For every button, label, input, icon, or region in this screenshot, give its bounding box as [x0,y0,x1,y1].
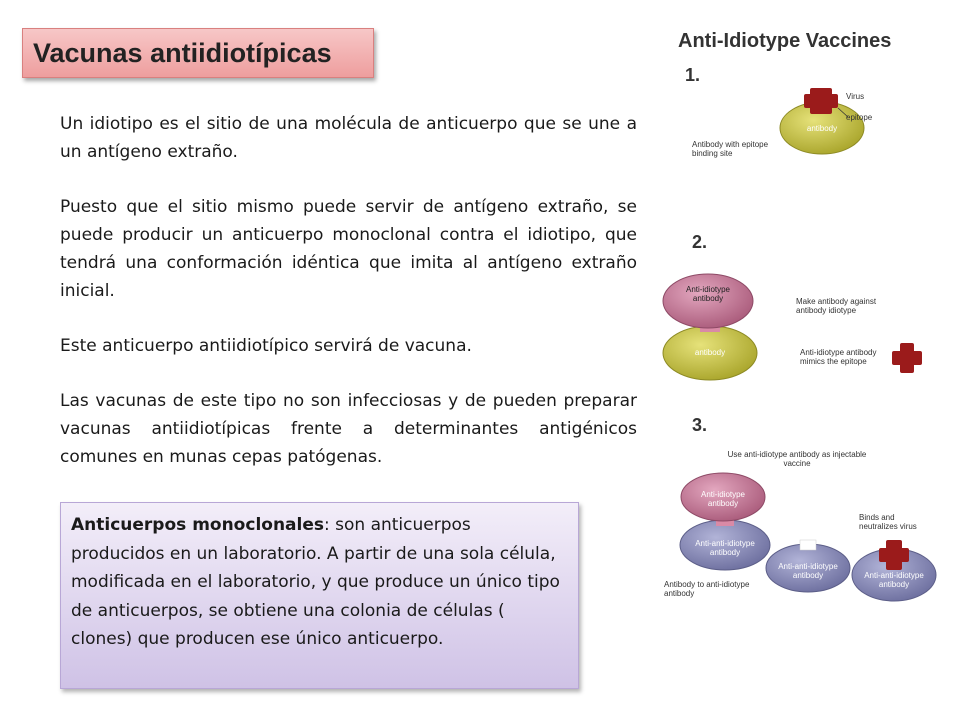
make-antibody-caption: Make antibody against antibody idiotype [796,297,877,315]
antibody-label-2: antibody [694,348,726,357]
step-number-3: 3. [692,415,708,435]
paragraph-idiotype: Un idiotipo es el sitio de una molécula de anticuerpo que se une a un antígeno extraño. [60,114,637,162]
antibody-to-caption: Antibody to anti-idiotype antibody [664,580,750,598]
anti-idiotype-label-2: Anti-idiotype antibody [685,285,731,303]
slide-title-box [22,28,374,78]
anti-anti-label-3a: Anti-anti-idiotype antibody [695,539,755,557]
binds-neutralizes-caption: Binds and neutralizes virus [859,513,917,531]
slide-title: Vacunas antiidiotípicas [33,37,332,68]
step1-caption: Antibody with epitope binding site [692,140,769,158]
anti-idiotype-label-3: Anti-idiotype antibody [700,490,746,508]
mimics-caption: Anti-idiotype antibody mimics the epitope [800,348,877,366]
epitope-label: epitope [846,113,873,122]
anti-anti-label-3b: Anti-anti-idiotype antibody [778,562,838,580]
body-text [60,110,637,471]
virus-label: Virus [846,92,865,101]
definition-text: : son anticuerpos producidos en un laboratorio. A partir de una sola célula, modificada en el laboratorio, y que produce un único tipo de anticuerpos, se obtiene una colonia de células ( clones) que producen ese único anticuerpo. [71,515,560,649]
antibody-label-1: antibody [806,124,838,133]
injectable-caption: Use anti-idiotype antibody as injectable vaccine [727,450,867,468]
step-number-2: 2. [692,232,708,252]
definition-box [60,502,579,689]
definition-term: Anticuerpos monoclonales [71,515,324,535]
step-number-1: 1. [685,65,701,85]
open-site-3b [800,540,816,550]
figure-title: Anti-Idiotype Vaccines [678,30,892,52]
paragraph-vaccine: Este anticuerpo antiidiotípico servirá de vacuna. [60,336,472,356]
anti-anti-label-3c: Anti-anti-idiotype antibody [864,571,924,589]
paragraph-monoclonal: Puesto que el sitio mismo puede servir de antígeno extraño, se puede producir un anticuerpo monoclonal contra el idiotipo, que tendrá una conformación idéntica que imita al antígeno extraño inicial. [60,197,637,301]
anti-idiotype-figure [650,20,950,620]
paragraph-non-infectious: Las vacunas de este tipo no son infecciosas y de pueden preparar vacunas antiidiotípicas frente a determinantes antigénicos comunes en munas cepas patógenas. [60,391,637,467]
